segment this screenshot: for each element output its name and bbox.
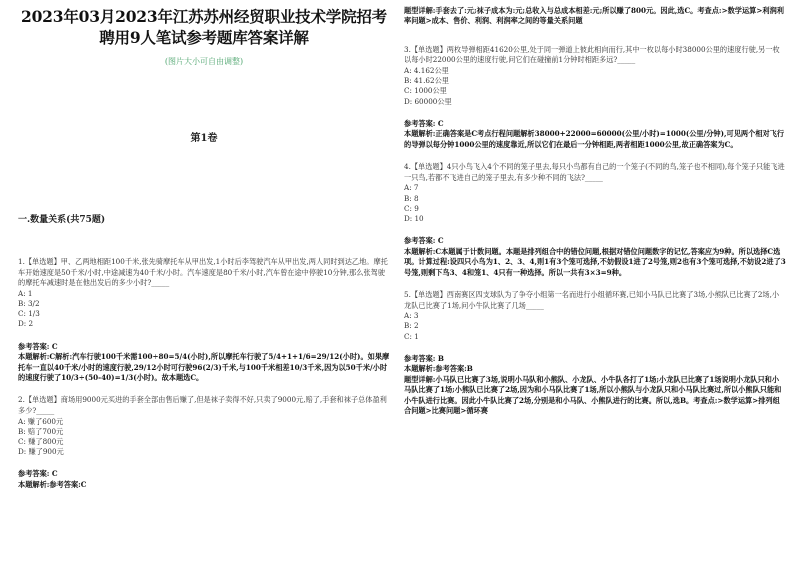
option-d: D: 赚了900元	[18, 447, 64, 457]
option-d: D: 10	[404, 214, 424, 224]
option-a: A: 赚了600元	[18, 416, 64, 426]
answer: 参考答案: B	[404, 353, 444, 363]
question-4	[404, 162, 786, 278]
option-c: C: 1000公里	[404, 86, 447, 96]
option-d: D: 2	[18, 319, 34, 329]
option-b: B: 2	[404, 321, 419, 331]
document-title	[18, 6, 390, 48]
question-text: 5.【单选题】西南赛区四支球队为了争夺小组第一名而进行小组循环赛,已知小马队已比赛了3场,小熊队已比赛了2场,小龙队已比赛了1场,问小牛队比赛了几场_____	[404, 290, 780, 310]
option-a: A: 1	[18, 288, 33, 298]
option-b: B: 41.62公里	[404, 76, 449, 86]
volume-heading: 第1卷	[190, 133, 218, 144]
question-text: 4.【单选题】4只小鸟飞入4个不同的笼子里去,每只小鸟都有自己的一个笼子(不同的鸟,笼子也不相同),每个笼子只能飞进一只鸟,若都不飞进自己的笼子里去,有多少种不同的飞法?_____	[404, 162, 785, 182]
question-2	[18, 395, 390, 490]
option-a: A: 4.162公里	[404, 66, 449, 75]
right-column	[404, 6, 786, 416]
option-a: A: 7	[404, 183, 419, 193]
option-a: A: 3	[404, 311, 419, 321]
question-1	[18, 257, 390, 383]
question-text: 3.【单选题】两枚导弹相距41620公里,处于同一弹道上彼此相向而行,其中一枚以每小时38000公里的速度行驶,另一枚以每小时22000公里的速度行驶,问它们在碰撞前1分钟时相距多远?_____	[404, 44, 780, 65]
section-heading: 一.数量关系(共75题)	[18, 215, 106, 225]
question-5	[404, 290, 786, 416]
explanation: 本题解析:参考答案:C	[18, 480, 87, 489]
detailed-explanation: 题型详解:小马队已比赛了3场,说明小马队和小熊队、小龙队、小牛队各打了1场;小龙队已比赛了1场说明小龙队只和小马队比赛了1场;小熊队已比赛了2场,因为和小马队比赛了1场,所以小熊队与小龙队只和小马队比赛过,所以小熊队只能和小牛队进行比赛。因此小牛队比赛了2场,分别是和小马队、小熊队进行的比赛。所以,选B。考查点:>数学运算>排列组合问题>比赛问题>循环赛	[404, 374, 782, 416]
option-b: B: 3/2	[18, 298, 40, 308]
answer: 参考答案: C	[404, 236, 444, 246]
question-3	[404, 45, 786, 150]
option-b: B: 赔了700元	[18, 426, 64, 436]
option-c: C: 赚了800元	[18, 437, 64, 446]
explanation: 本题解析:C解析:汽车行驶100千米需100÷80=5/4(小时),所以摩托车行驶了5/4+1+1/6=29/12(小时)。如果摩托车一直以40千米/小时的速度行驶,29/12小时可行驶96(2/3)千米,与100千米相差10/3千米,因为以50千米/小时的速度行驶了10/3÷(50-40)=1/3(小时)。故本题选C。	[18, 352, 390, 382]
answer: 参考答案: C	[18, 469, 58, 479]
option-c: C: 1/3	[18, 309, 40, 319]
answer: 参考答案: C	[404, 118, 444, 128]
explanation: 本题解析:C本题属于计数问题。本题是排列组合中的错位问题,根据对错位问题数字的记忆,答案应为9种。所以选择C选项。计算过程:设四只小鸟为1、2、3、4,则1有3个笼可选择,不妨假设1进了2号笼,则2也有3个笼可选择,不妨设2进了3号笼,则剩下鸟3、4和笼1、4只有一种选择。所以一共有3×3=9种。	[404, 246, 786, 277]
explanation: 本题解析:参考答案:B	[404, 364, 473, 374]
title-line-1: 2023年03月2023年江苏苏州经贸职业技术学院招考	[21, 7, 387, 26]
title-line-2: 聘用9人笔试参考题库答案详解	[99, 28, 309, 47]
continued-explanation: 题型详解:手套去了:元;袜子成本为:元;总收入与总成本相差:元;所以赚了800元。因此,选C。考查点:>数学运算>利润利率问题>成本、售价、利润、利润率之间的等量关系问题	[404, 6, 784, 26]
explanation: 本题解析:正确答案是C考点行程问题解析38000+22000=60000(公里/小时)=1000(公里/分钟),可见两个相对飞行的导弹以每分钟1000公里的速度靠近,所以它们在最后一分钟相距,两者相距1000公里,故正确答案为C。	[404, 129, 785, 149]
option-c: C: 9	[404, 203, 419, 213]
option-c: C: 1	[404, 331, 419, 341]
image-size-note: (图片大小可自由调整)	[164, 57, 244, 66]
question-text: 1.【单选题】甲、乙两地相距100千米,张先骑摩托车从甲出发,1小时后李驾驶汽车从甲出发,两人同时到达乙地。摩托车开始速度是50千米/小时,中途减速为40千米/小时。汽车速度是80千米/小时,汽车曾在途中停驶10分钟,那么张驾驶的摩托车减速时是在他出发后的多少小时?_____	[18, 257, 388, 288]
question-text: 2.【单选题】商场用9000元买进的手套全部由售后赚了,但是袜子卖得不好,只卖了9000元,赔了,手套和袜子总体盈利多少?_____	[18, 395, 387, 415]
option-b: B: 8	[404, 193, 419, 203]
option-d: D: 60000公里	[404, 96, 452, 106]
left-column	[18, 6, 390, 490]
answer: 参考答案: C	[18, 341, 58, 351]
